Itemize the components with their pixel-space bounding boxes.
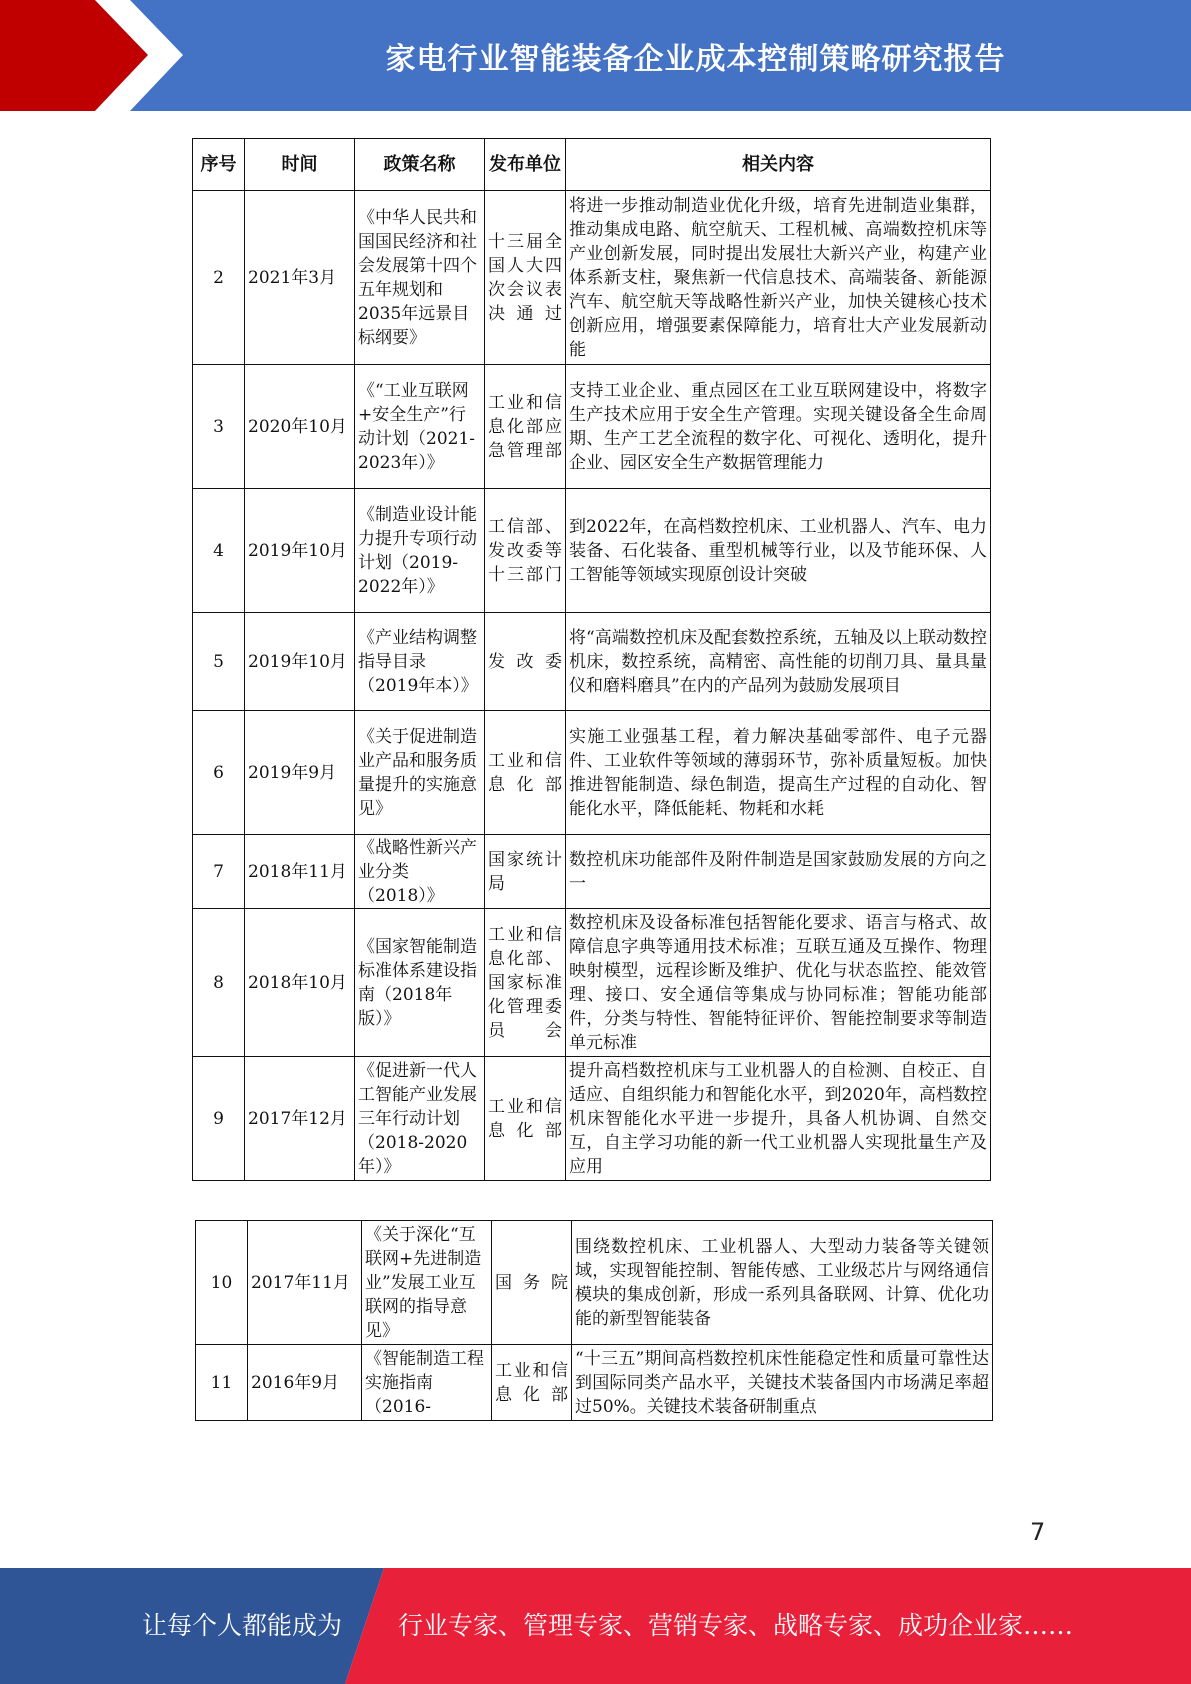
- cell-policy-name: 《战略性新兴产业分类（2018）》: [355, 835, 485, 909]
- cell-index: 11: [196, 1345, 248, 1421]
- cell-index: 9: [193, 1057, 245, 1181]
- cell-policy-name: 《“工业互联网+安全生产”行动计划（2021-2023年）》: [355, 365, 485, 489]
- cell-index: 2: [193, 191, 245, 365]
- cell-issuer: 国家统计局: [485, 835, 566, 909]
- cell-time: 2017年12月: [245, 1057, 355, 1181]
- cell-content: 数控机床及设备标准包括智能化要求、语言与格式、故障信息字典等通用技术标准；互联互通及互操作、物理映射模型，远程诊断及维护、优化与状态监控、能效管理、接口、安全通信等集成与协同标准；智能功能部件，分类与特性、智能特征评价、智能控制要求等制造单元标准: [566, 909, 991, 1057]
- cell-time: 2020年10月: [245, 365, 355, 489]
- footer-banner: [0, 1568, 1191, 1684]
- header-policy-name: 政策名称: [355, 139, 485, 191]
- footer-slogan-left: 让每个人都能成为: [142, 1611, 343, 1640]
- cell-policy-name: 《国家智能制造标准体系建设指南（2018年版）》: [355, 909, 485, 1057]
- cell-time: 2019年10月: [245, 489, 355, 613]
- cell-content: 将“高端数控机床及配套数控系统，五轴及以上联动数控机床，数控系统，高精密、高性能的切削刀具、量具量仪和磨料磨具”在内的产品列为鼓励发展项目: [566, 613, 991, 711]
- cell-issuer: 工业和信息化部、国家标准化管理委员会: [485, 909, 566, 1057]
- page-number: 7: [1030, 1518, 1046, 1546]
- cell-issuer: 工业和信息化部应急管理部: [485, 365, 566, 489]
- cell-policy-name: 《关于促进制造业产品和服务质量提升的实施意见》: [355, 711, 485, 835]
- cell-content: “十三五”期间高档数控机床性能稳定性和质量可靠性达到国际同类产品水平，关键技术装备国内市场满足率超过50%。关键技术装备研制重点: [572, 1345, 993, 1421]
- cell-time: 2019年9月: [245, 711, 355, 835]
- table-row: [193, 613, 991, 711]
- cell-index: 8: [193, 909, 245, 1057]
- cell-issuer: 十三届全国人大四次会议表决通过: [485, 191, 566, 365]
- table-row: [193, 1057, 991, 1181]
- footer-slogan-right: 行业专家、管理专家、营销专家、战略专家、成功企业家……: [398, 1611, 1074, 1640]
- cell-time: 2018年10月: [245, 909, 355, 1057]
- cell-time: 2019年10月: [245, 613, 355, 711]
- cell-content: 将进一步推动制造业优化升级，培育先进制造业集群，推动集成电路、航空航天、工程机械、高端数控机床等产业创新发展，同时提出发展壮大新兴产业，构建产业体系新支柱，聚焦新一代信息技术、高端装备、新能源汽车、航空航天等战略性新兴产业，加快关键核心技术创新应用，增强要素保障能力，培育壮大产业发展新动能: [566, 191, 991, 365]
- header-issuer: 发布单位: [485, 139, 566, 191]
- table-row: [193, 365, 991, 489]
- table-row: [193, 489, 991, 613]
- cell-policy-name: 《智能制造工程实施指南（2016-: [362, 1345, 492, 1421]
- cell-policy-name: 《产业结构调整指导目录（2019年本）》: [355, 613, 485, 711]
- cell-index: 5: [193, 613, 245, 711]
- cell-content: 到2022年，在高档数控机床、工业机器人、汽车、电力装备、石化装备、重型机械等行业，以及节能环保、人工智能等领域实现原创设计突破: [566, 489, 991, 613]
- table-row: [196, 1221, 993, 1345]
- cell-content: 实施工业强基工程，着力解决基础零部件、电子元器件、工业软件等领域的薄弱环节，弥补质量短板。加快推进智能制造、绿色制造，提高生产过程的自动化、智能化水平，降低能耗、物耗和水耗: [566, 711, 991, 835]
- cell-content: 提升高档数控机床与工业机器人的自检测、自校正、自适应、自组织能力和智能化水平，到2020年，高档数控机床智能化水平进一步提升，具备人机协调、自然交互，自主学习功能的新一代工业机器人实现批量生产及应用: [566, 1057, 991, 1181]
- header-index: 序号: [193, 139, 245, 191]
- document-title: 家电行业智能装备企业成本控制策略研究报告: [385, 41, 1006, 77]
- cell-time: 2016年9月: [248, 1345, 362, 1421]
- table-row: [193, 909, 991, 1057]
- policy-table: [192, 138, 991, 1181]
- table-row: [193, 711, 991, 835]
- cell-policy-name: 《制造业设计能力提升专项行动计划（2019-2022年）》: [355, 489, 485, 613]
- cell-policy-name: 《中华人民共和国国民经济和社会发展第十四个五年规划和2035年远景目标纲要》: [355, 191, 485, 365]
- cell-policy-name: 《关于深化“互联网+先进制造业”发展工业互联网的指导意见》: [362, 1221, 492, 1345]
- cell-index: 7: [193, 835, 245, 909]
- cell-time: 2018年11月: [245, 835, 355, 909]
- cell-issuer: 工业和信息化部: [485, 711, 566, 835]
- cell-index: 4: [193, 489, 245, 613]
- table-header-row: [193, 139, 991, 191]
- cell-issuer: 工信部、发改委等十三部门: [485, 489, 566, 613]
- cell-index: 10: [196, 1221, 248, 1345]
- cell-policy-name: 《促进新一代人工智能产业发展三年行动计划（2018-2020年）》: [355, 1057, 485, 1181]
- cell-index: 3: [193, 365, 245, 489]
- cell-issuer: 发改委: [485, 613, 566, 711]
- table-row: [193, 191, 991, 365]
- header-time: 时间: [245, 139, 355, 191]
- header-content: 相关内容: [566, 139, 991, 191]
- cell-content: 数控机床功能部件及附件制造是国家鼓励发展的方向之一: [566, 835, 991, 909]
- cell-index: 6: [193, 711, 245, 835]
- cell-issuer: 工业和信息化部: [485, 1057, 566, 1181]
- cell-content: 支持工业企业、重点园区在工业互联网建设中，将数字生产技术应用于安全生产管理。实现关键设备全生命周期、生产工艺全流程的数字化、可视化、透明化，提升企业、园区安全生产数据管理能力: [566, 365, 991, 489]
- policy-table-continued: [195, 1220, 993, 1421]
- header-bar: [0, 0, 1191, 111]
- cell-content: 围绕数控机床、工业机器人、大型动力装备等关键领域，实现智能控制、智能传感、工业级芯片与网络通信模块的集成创新，形成一系列具备联网、计算、优化功能的新型智能装备: [572, 1221, 993, 1345]
- cell-issuer: 国务院: [492, 1221, 572, 1345]
- table-row: [193, 835, 991, 909]
- cell-time: 2021年3月: [245, 191, 355, 365]
- cell-time: 2017年11月: [248, 1221, 362, 1345]
- cell-issuer: 工业和信息化部: [492, 1345, 572, 1421]
- table-row: [196, 1345, 993, 1421]
